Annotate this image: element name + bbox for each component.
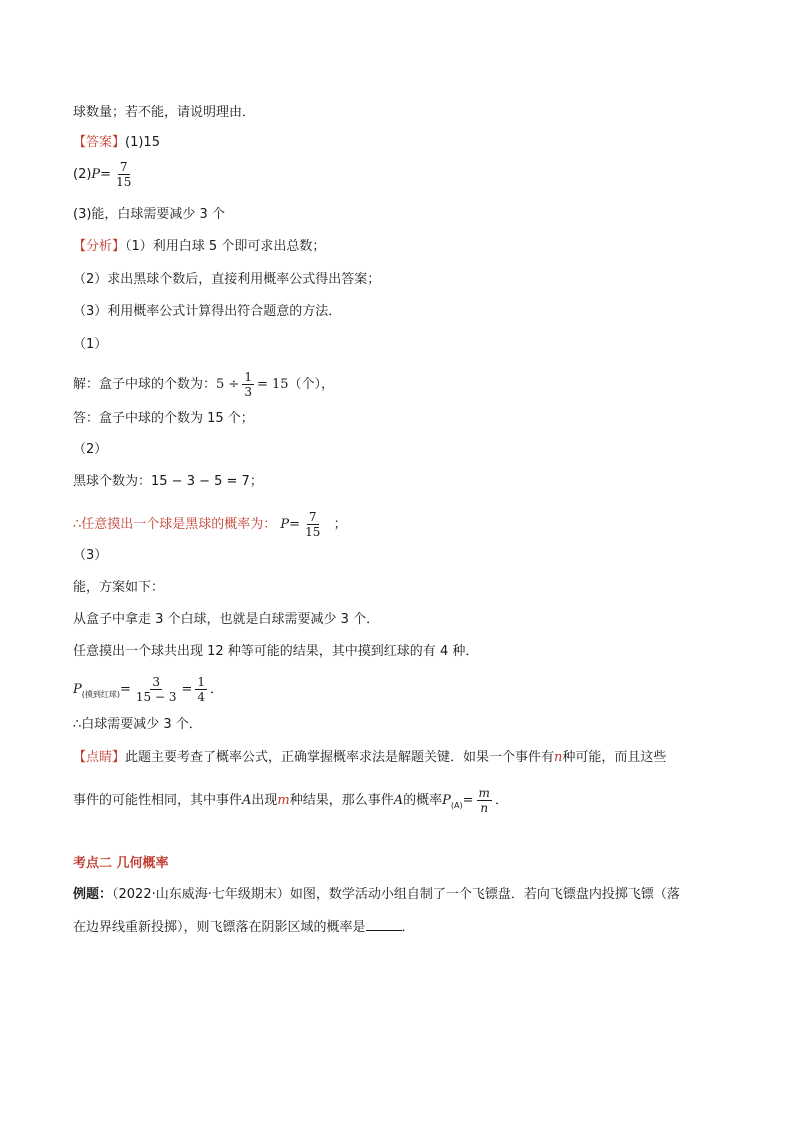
solution-part1-line1 bbox=[73, 370, 334, 399]
answer-blank bbox=[366, 918, 402, 931]
solution-part3-denominator-2: 4 bbox=[197, 690, 206, 704]
solution-part3-conclusion: ∴白球需要减少 3 个． bbox=[73, 717, 202, 732]
comment-text-2c: 种结果，那么事件 bbox=[289, 793, 394, 808]
solution-part2-fraction bbox=[303, 510, 322, 539]
example-end: ． bbox=[401, 920, 415, 935]
solution-part2-line2 bbox=[73, 510, 347, 539]
answer-line-2 bbox=[73, 160, 136, 189]
comment-text-1a: 此题主要考查了概率公式，正确掌握概率求法是解题关键．如果一个事件有 bbox=[125, 750, 555, 765]
solution-part1-fraction bbox=[242, 370, 254, 399]
answer-part2-eq: = bbox=[100, 167, 112, 182]
solution-part2-text: ∴任意摸出一个球是黑球的概率为： bbox=[73, 517, 277, 532]
solution-part1-expr-pre: 5 ÷ bbox=[216, 377, 240, 392]
analysis-label: 【分析】 bbox=[73, 239, 126, 254]
solution-part1-text: 解：盒子中球的个数为： bbox=[73, 377, 217, 392]
solution-part3-line3: 任意摸出一个球共出现 12 种等可能的结果，其中摸到红球的有 4 种． bbox=[73, 644, 479, 659]
solution-part3-numerator-2: 1 bbox=[197, 675, 206, 689]
answer-label: 【答案】 bbox=[73, 135, 126, 150]
comment-fraction bbox=[477, 786, 492, 815]
solution-part3-line2: 从盒子中拿走 3 个白球，也就是白球需要减少 3 个． bbox=[73, 612, 380, 627]
solution-part2-eq: = bbox=[289, 517, 301, 532]
answer-part2-prefix: (2) bbox=[73, 167, 92, 182]
comment-line-1 bbox=[73, 749, 666, 767]
solution-part2-line1: 黑球个数为：15 − 3 − 5 = 7； bbox=[73, 474, 263, 489]
example-line-2 bbox=[73, 918, 415, 937]
comment-text-2b: 出现 bbox=[251, 793, 278, 808]
comment-var-a: A bbox=[242, 793, 252, 808]
solution-part1-expr-post: = 15 bbox=[256, 377, 289, 392]
answer-line-1 bbox=[73, 134, 160, 152]
solution-part1-label: （1） bbox=[73, 337, 108, 352]
answer-line-3: (3)能，白球需要减少 3 个 bbox=[73, 207, 225, 222]
comment-var-p: P bbox=[442, 793, 451, 808]
solution-part3-fraction-1 bbox=[134, 675, 179, 704]
solution-part3-formula bbox=[73, 675, 223, 704]
solution-part3-fraction-2 bbox=[195, 675, 207, 704]
solution-part2-end: ； bbox=[333, 517, 347, 532]
solution-part1-denominator: 3 bbox=[244, 385, 252, 399]
solution-part3-numerator-1: 3 bbox=[152, 675, 161, 689]
comment-numerator: m bbox=[478, 786, 490, 800]
solution-part3-end: ． bbox=[210, 682, 224, 697]
solution-part2-numerator: 7 bbox=[308, 510, 317, 524]
comment-text-1b: 种可能，而且这些 bbox=[562, 750, 667, 765]
comment-text-2d: 的概率 bbox=[403, 793, 443, 808]
comment-eq: = bbox=[462, 793, 474, 808]
solution-part1-numerator: 1 bbox=[244, 370, 252, 384]
comment-text-2a: 事件的可能性相同，其中事件 bbox=[73, 793, 243, 808]
example-text-1: （2022·山东威海·七年级期末）如图，数学活动小组自制了一个飞镖盘．若向飞镖盘内投掷飞镖（落 bbox=[112, 887, 680, 902]
solution-part3-subscript: (摸到红球) bbox=[81, 690, 120, 699]
analysis-line-3: （3）利用概率公式计算得出符合题意的方法． bbox=[73, 304, 342, 319]
comment-var-n: n bbox=[554, 750, 563, 765]
answer-part2-var: P bbox=[91, 167, 101, 182]
solution-part3-eq1: = bbox=[120, 682, 131, 697]
section-title: 考点二 几何概率 bbox=[73, 856, 169, 871]
answer-part2-numerator: 7 bbox=[119, 160, 128, 174]
solution-part1-unit: （个）， bbox=[288, 377, 335, 392]
solution-part2-var: P bbox=[280, 517, 290, 532]
solution-part3-line1: 能，方案如下： bbox=[73, 580, 165, 595]
solution-part3-var: P bbox=[73, 682, 82, 697]
example-line-1 bbox=[73, 886, 680, 904]
solution-part1-line2: 答：盒子中球的个数为 15 个； bbox=[73, 411, 254, 426]
answer-part2-fraction bbox=[114, 160, 133, 189]
comment-label: 【点睛】 bbox=[73, 750, 126, 765]
analysis-text-1: （1）利用白球 5 个即可求出总数； bbox=[125, 239, 326, 254]
question-tail: 球数量；若不能，请说明理由． bbox=[73, 105, 256, 120]
analysis-line-2: （2）求出黑球个数后，直接利用概率公式得出答案； bbox=[73, 272, 381, 287]
solution-part3-label: （3） bbox=[73, 548, 108, 563]
solution-part2-label: （2） bbox=[73, 442, 108, 457]
analysis-line-1 bbox=[73, 238, 325, 256]
solution-part3-eq2: = bbox=[181, 682, 193, 697]
comment-var-a2: A bbox=[393, 793, 404, 808]
comment-var-m: m bbox=[277, 793, 290, 808]
example-text-2: 在边界线重新投掷），则飞镖落在阴影区域的概率是 bbox=[73, 920, 366, 935]
example-label: 例题： bbox=[73, 887, 113, 902]
comment-end: ． bbox=[494, 793, 508, 808]
answer-part1: (1)15 bbox=[125, 135, 160, 150]
solution-part3-denominator-1: 15 − 3 bbox=[135, 690, 177, 704]
answer-part2-denominator: 15 bbox=[116, 175, 132, 189]
comment-subscript: (A) bbox=[450, 801, 463, 810]
solution-part2-denominator: 15 bbox=[305, 525, 321, 539]
comment-denominator: n bbox=[480, 801, 489, 815]
comment-line-2 bbox=[73, 786, 508, 815]
